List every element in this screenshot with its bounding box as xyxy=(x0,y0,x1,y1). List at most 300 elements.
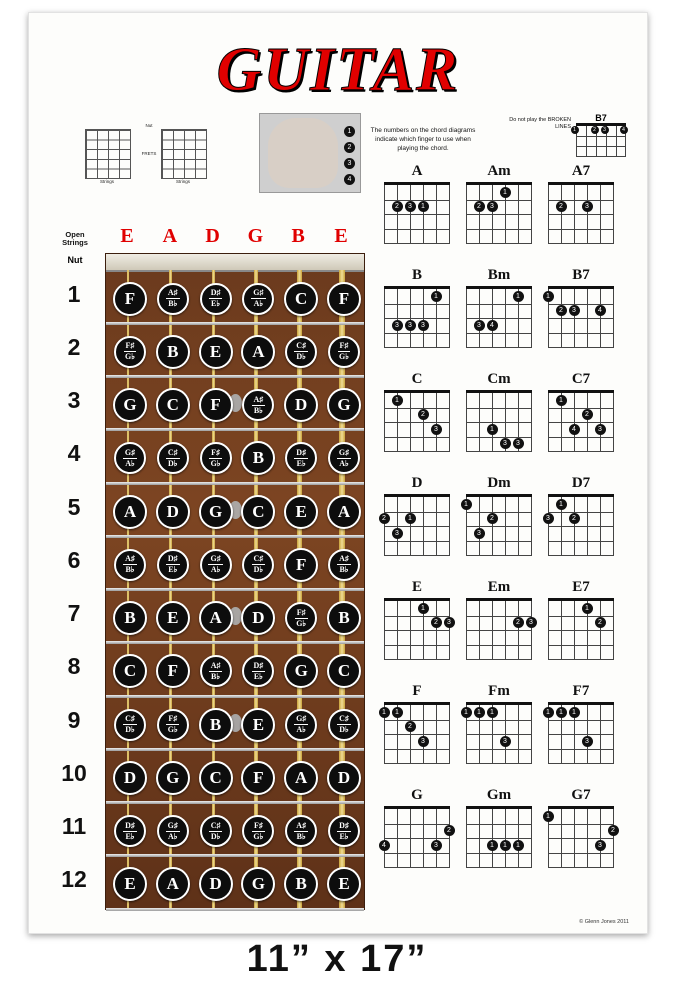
fret-line-12 xyxy=(106,908,364,911)
chord-name-E7: E7 xyxy=(572,579,590,595)
chord-fret-3 xyxy=(466,437,532,438)
chord-name-Bm: Bm xyxy=(487,267,511,283)
fret-note-10-string-4: F xyxy=(241,761,275,795)
chord-finger-dot-Cm-3: 3 xyxy=(513,438,524,449)
chord-name-A: A xyxy=(411,163,423,179)
chord-nut xyxy=(466,182,532,185)
fret-note-2-string-4: A xyxy=(241,335,275,369)
chord-name-Fm: Fm xyxy=(488,683,510,699)
fret-note-9-string-4: E xyxy=(241,708,275,742)
fret-line-1 xyxy=(106,322,364,325)
chord-Em[interactable] xyxy=(463,579,535,660)
chord-finger-dot-Bm-1: 1 xyxy=(513,291,524,302)
chord-diagram-B7 xyxy=(548,286,614,348)
poster-size-label: 11” x 17” xyxy=(246,938,428,980)
fret-note-6-string-1: A♯ B♭ xyxy=(114,549,146,581)
fret-note-5-string-6: A xyxy=(327,495,361,529)
chord-D[interactable] xyxy=(381,475,453,556)
chord-finger-dot-B7-2: 2 xyxy=(556,305,567,316)
chord-fret-4 xyxy=(384,763,450,764)
chord-finger-dot-G-2: 3 xyxy=(431,840,442,851)
fret-note-2-string-6: F♯ G♭ xyxy=(328,336,360,368)
chord-E7[interactable] xyxy=(545,579,617,660)
chord-diagram-G xyxy=(384,806,450,868)
chord-diagram-E xyxy=(384,598,450,660)
chord-diagram-Cm xyxy=(466,390,532,452)
fret-line-8 xyxy=(106,695,364,698)
chord-G[interactable] xyxy=(381,787,453,868)
fret-note-4-string-3: F♯ G♭ xyxy=(200,442,232,474)
open-string-2: A xyxy=(162,225,178,247)
chord-fret-1 xyxy=(466,512,532,513)
fret-note-4-string-4: B xyxy=(241,441,275,475)
chord-name-C7: C7 xyxy=(571,371,591,387)
chord-fret-2 xyxy=(384,422,450,423)
fret-number-10: 10 xyxy=(61,759,87,786)
chord-name-D: D xyxy=(411,475,423,491)
fret-note-5-string-2: D xyxy=(156,495,190,529)
fret-note-12-string-6: E xyxy=(327,867,361,901)
chord-fret-4 xyxy=(384,347,450,348)
fret-line-4 xyxy=(106,482,364,485)
fret-note-8-string-1: C xyxy=(113,654,147,688)
chord-finger-dot-B-4: 3 xyxy=(418,320,429,331)
fret-note-11-string-2: G♯ A♭ xyxy=(157,815,189,847)
b7-example-chord xyxy=(575,113,627,157)
chord-nut xyxy=(384,390,450,393)
chord-fret-2 xyxy=(548,318,614,319)
legend-grid-left xyxy=(85,129,131,179)
chord-fret-1 xyxy=(548,408,614,409)
chord-name-F: F xyxy=(412,683,422,699)
chord-fret-1 xyxy=(384,304,450,305)
chord-fret-3 xyxy=(548,333,614,334)
fret-number-5: 5 xyxy=(67,493,81,520)
chord-finger-dot-A7-1: 2 xyxy=(556,201,567,212)
chord-diagram-G7 xyxy=(548,806,614,868)
chord-fret-2 xyxy=(466,526,532,527)
chord-fret-4 xyxy=(548,451,614,452)
chord-finger-dot-D7-3: 3 xyxy=(543,513,554,524)
chord-fret-1 xyxy=(466,824,532,825)
fret-line-10 xyxy=(106,801,364,804)
chord-fret-1 xyxy=(548,200,614,201)
chord-fret-2 xyxy=(466,838,532,839)
chord-diagram-Dm xyxy=(466,494,532,556)
chord-fret-2 xyxy=(384,838,450,839)
chord-finger-dot-Am-2: 3 xyxy=(487,201,498,212)
chord-nut xyxy=(384,182,450,185)
chord-fret-3 xyxy=(548,541,614,542)
chord-finger-dot-Am-1: 2 xyxy=(474,201,485,212)
chord-finger-dot-B-3: 3 xyxy=(405,320,416,331)
fret-note-9-string-6: C♯ D♭ xyxy=(328,709,360,741)
chord-fret-1 xyxy=(384,824,450,825)
chord-finger-dot-C7-3: 4 xyxy=(569,424,580,435)
chord-finger-dot-Bm-3: 4 xyxy=(487,320,498,331)
chord-fret-3 xyxy=(548,645,614,646)
fret-note-7-string-2: E xyxy=(156,601,190,635)
chord-diagram-Gm xyxy=(466,806,532,868)
chord-finger-dot-A-3: 1 xyxy=(418,201,429,212)
chord-fret-3 xyxy=(466,853,532,854)
chord-finger-dot-Cm-2: 3 xyxy=(500,438,511,449)
open-string-5: B xyxy=(291,225,305,247)
fretboard-legend-diagram xyxy=(85,121,211,187)
chord-fret-4 xyxy=(466,347,532,348)
chord-nut xyxy=(384,598,450,601)
fret-note-10-string-3: C xyxy=(199,761,233,795)
chord-fret-1 xyxy=(548,304,614,305)
fret-note-7-string-5: F♯ G♭ xyxy=(285,602,317,634)
chord-diagram-Em xyxy=(466,598,532,660)
chord-finger-dot-B7-3: 3 xyxy=(569,305,580,316)
chord-fret-1 xyxy=(384,512,450,513)
chord-finger-dot-D-2: 2 xyxy=(379,513,390,524)
b7-example-diagram: 1 2 3 4 xyxy=(576,123,626,157)
chord-fret-1 xyxy=(384,720,450,721)
chord-name-C: C xyxy=(411,371,423,387)
chord-fret-4 xyxy=(384,555,450,556)
chord-name-Gm: Gm xyxy=(486,787,512,803)
fret-note-10-string-6: D xyxy=(327,761,361,795)
chord-nut xyxy=(466,598,532,601)
fret-note-10-string-2: G xyxy=(156,761,190,795)
chord-nut xyxy=(548,806,614,809)
chord-finger-dot-D7-2: 2 xyxy=(569,513,580,524)
chord-nut xyxy=(384,806,450,809)
chord-finger-dot-G7-3: 1 xyxy=(543,811,554,822)
chord-nut xyxy=(548,286,614,289)
chord-fret-2 xyxy=(384,630,450,631)
chord-diagram-Fm xyxy=(466,702,532,764)
chord-fret-3 xyxy=(548,853,614,854)
fret-note-9-string-2: F♯ G♭ xyxy=(157,709,189,741)
fret-note-10-string-1: D xyxy=(113,761,147,795)
chord-finger-dot-Em-1: 2 xyxy=(513,617,524,628)
chord-diagram-D xyxy=(384,494,450,556)
fret-note-11-string-4: F♯ G♭ xyxy=(242,815,274,847)
chord-fret-2 xyxy=(466,734,532,735)
fret-number-1: 1 xyxy=(67,280,81,307)
chord-fret-1 xyxy=(548,616,614,617)
chord-fret-3 xyxy=(384,749,450,750)
copyright-text: © Glenn Jones 2011 xyxy=(579,919,629,925)
chord-Fm[interactable] xyxy=(463,683,535,764)
chord-fret-1 xyxy=(548,720,614,721)
chord-fret-3 xyxy=(384,229,450,230)
chord-finger-dot-Bm-2: 3 xyxy=(474,320,485,331)
chord-name-Am: Am xyxy=(487,163,511,179)
chord-fret-3 xyxy=(548,229,614,230)
chord-fret-2 xyxy=(466,214,532,215)
chord-fret-1 xyxy=(384,616,450,617)
chord-name-G: G xyxy=(411,787,423,803)
legend-nut-label: Nut xyxy=(145,123,153,128)
fret-note-1-string-6: F xyxy=(327,282,361,316)
chord-finger-dot-Fm-2: 1 xyxy=(474,707,485,718)
fret-number-4: 4 xyxy=(67,440,81,467)
fret-note-6-string-2: D♯ E♭ xyxy=(157,549,189,581)
fret-note-3-string-5: D xyxy=(284,388,318,422)
chord-finger-dot-Fm-1: 1 xyxy=(461,707,472,718)
chord-finger-dot-A-2: 3 xyxy=(405,201,416,212)
fret-note-10-string-5: A xyxy=(284,761,318,795)
string-name-row xyxy=(105,225,363,251)
chord-diagram-C7 xyxy=(548,390,614,452)
chord-fret-2 xyxy=(548,526,614,527)
fret-line-7 xyxy=(106,641,364,644)
chord-fret-4 xyxy=(466,867,532,868)
finger-dot-4: 4 xyxy=(344,174,355,185)
chord-finger-dot-Cm-1: 1 xyxy=(487,424,498,435)
fret-line-5 xyxy=(106,535,364,538)
chord-D7[interactable] xyxy=(545,475,617,556)
chord-finger-dot-Fm-3: 1 xyxy=(487,707,498,718)
chord-diagram-B xyxy=(384,286,450,348)
chord-finger-dot-F-4: 3 xyxy=(418,736,429,747)
chord-name-Em: Em xyxy=(487,579,511,595)
chord-finger-dot-Fm-4: 3 xyxy=(500,736,511,747)
chord-nut xyxy=(548,598,614,601)
chord-F7[interactable] xyxy=(545,683,617,764)
legend-grid-right xyxy=(161,129,207,179)
chord-finger-dot-Gm-1: 1 xyxy=(487,840,498,851)
fret-note-2-string-5: C♯ D♭ xyxy=(285,336,317,368)
chord-finger-dot-F-1: 1 xyxy=(379,707,390,718)
chord-name-F7: F7 xyxy=(572,683,590,699)
chord-finger-dot-G-3: 4 xyxy=(379,840,390,851)
chord-finger-dot-D7-1: 1 xyxy=(556,499,567,510)
chord-fret-1 xyxy=(466,408,532,409)
chord-fret-2 xyxy=(466,422,532,423)
chord-B[interactable] xyxy=(381,267,453,348)
chord-finger-dot-Am-3: 1 xyxy=(500,187,511,198)
fret-note-6-string-3: G♯ A♭ xyxy=(200,549,232,581)
chord-G7[interactable] xyxy=(545,787,617,868)
chord-finger-dot-Dm-3: 3 xyxy=(474,528,485,539)
fret-note-5-string-1: A xyxy=(113,495,147,529)
fret-note-3-string-4: A♯ B♭ xyxy=(242,389,274,421)
chord-diagram-A xyxy=(384,182,450,244)
fret-note-6-string-6: A♯ B♭ xyxy=(328,549,360,581)
fret-number-6: 6 xyxy=(67,546,81,573)
chord-fret-2 xyxy=(384,214,450,215)
chord-diagram-E7 xyxy=(548,598,614,660)
chord-fret-2 xyxy=(384,526,450,527)
hand-photo xyxy=(259,113,361,193)
chord-fret-2 xyxy=(466,630,532,631)
chord-fret-4 xyxy=(466,763,532,764)
fret-note-9-string-5: G♯ A♭ xyxy=(285,709,317,741)
fret-note-12-string-3: D xyxy=(199,867,233,901)
chord-diagram-Am xyxy=(466,182,532,244)
chord-finger-dot-D-3: 3 xyxy=(392,528,403,539)
fret-number-11: 11 xyxy=(61,813,87,840)
b7-example-label: B7 xyxy=(595,113,607,123)
fret-line-2 xyxy=(106,375,364,378)
fret-note-7-string-1: B xyxy=(113,601,147,635)
chord-finger-dot-G-1: 2 xyxy=(444,825,455,836)
chord-Bm[interactable] xyxy=(463,267,535,348)
fret-note-9-string-1: C♯ D♭ xyxy=(114,709,146,741)
chord-finger-dot-F7-4: 3 xyxy=(582,736,593,747)
chord-E[interactable] xyxy=(381,579,453,660)
fret-note-1-string-3: D♯ E♭ xyxy=(200,283,232,315)
chord-fret-4 xyxy=(548,763,614,764)
chord-C[interactable] xyxy=(381,371,453,452)
fret-note-4-string-2: C♯ D♭ xyxy=(157,442,189,474)
open-string-3: D xyxy=(205,225,220,247)
fret-note-3-string-6: G xyxy=(327,388,361,422)
chord-nut xyxy=(548,494,614,497)
chord-finger-dot-C7-1: 1 xyxy=(556,395,567,406)
chord-finger-dot-Gm-2: 1 xyxy=(500,840,511,851)
fret-line-9 xyxy=(106,748,364,751)
chord-fret-1 xyxy=(466,200,532,201)
nut-label: Nut xyxy=(67,255,83,265)
chord-Cm[interactable] xyxy=(463,371,535,452)
fret-number-9: 9 xyxy=(67,706,81,733)
fret-note-1-string-1: F xyxy=(113,282,147,316)
chord-fret-3 xyxy=(384,645,450,646)
chord-fret-3 xyxy=(384,333,450,334)
chord-finger-dot-A7-2: 3 xyxy=(582,201,593,212)
chord-diagram-F7 xyxy=(548,702,614,764)
chord-finger-dot-E-2: 2 xyxy=(431,617,442,628)
fret-note-2-string-1: F♯ G♭ xyxy=(114,336,146,368)
chord-Am[interactable] xyxy=(463,163,535,244)
chord-fret-3 xyxy=(384,437,450,438)
chord-fret-4 xyxy=(466,555,532,556)
legend-frets-label: FRETS xyxy=(141,151,157,156)
fret-note-8-string-2: F xyxy=(156,654,190,688)
chord-fret-1 xyxy=(466,720,532,721)
fret-number-8: 8 xyxy=(67,653,81,680)
chord-nut xyxy=(384,286,450,289)
chord-finger-dot-Em-2: 3 xyxy=(526,617,537,628)
chord-finger-dot-C-1: 1 xyxy=(392,395,403,406)
legend-strings-right: Strings xyxy=(175,179,190,184)
chord-fret-2 xyxy=(548,734,614,735)
chord-fret-3 xyxy=(466,333,532,334)
chord-fret-4 xyxy=(548,243,614,244)
fret-number-7: 7 xyxy=(67,600,81,627)
chord-Gm[interactable] xyxy=(463,787,535,868)
fret-note-2-string-2: B xyxy=(156,335,190,369)
fret-line-6 xyxy=(106,588,364,591)
chord-nut xyxy=(466,286,532,289)
chord-finger-dot-C7-2: 2 xyxy=(582,409,593,420)
fret-note-4-string-6: G♯ A♭ xyxy=(328,442,360,474)
open-string-1: E xyxy=(120,225,134,247)
fret-note-12-string-5: B xyxy=(284,867,318,901)
chord-fret-2 xyxy=(384,734,450,735)
guitar-neck xyxy=(105,253,365,910)
fret-note-5-string-3: G xyxy=(199,495,233,529)
chord-finger-dot-D-1: 1 xyxy=(405,513,416,524)
chord-diagram-F xyxy=(384,702,450,764)
fret-line-3 xyxy=(106,428,364,431)
fret-note-4-string-1: G♯ A♭ xyxy=(114,442,146,474)
fret-note-6-string-5: F xyxy=(284,548,318,582)
chord-C7[interactable] xyxy=(545,371,617,452)
chord-nut xyxy=(466,390,532,393)
chord-B7[interactable] xyxy=(545,267,617,348)
chord-finger-dot-F-3: 2 xyxy=(405,721,416,732)
chord-fret-4 xyxy=(384,243,450,244)
chord-diagram-C xyxy=(384,390,450,452)
chord-fret-4 xyxy=(548,347,614,348)
page-title: GUITAR xyxy=(216,36,460,104)
chord-nut xyxy=(548,390,614,393)
fret-note-8-string-4: D♯ E♭ xyxy=(242,655,274,687)
chord-finger-dot-F-2: 1 xyxy=(392,707,403,718)
fret-note-11-string-1: D♯ E♭ xyxy=(114,815,146,847)
chord-fret-1 xyxy=(548,512,614,513)
chord-F[interactable] xyxy=(381,683,453,764)
chord-fret-3 xyxy=(466,229,532,230)
chord-finger-dot-Dm-1: 1 xyxy=(461,499,472,510)
chord-nut xyxy=(384,702,450,705)
fret-number-2: 2 xyxy=(67,333,81,360)
chord-fret-4 xyxy=(466,451,532,452)
fret-note-12-string-4: G xyxy=(241,867,275,901)
chord-finger-dot-C-3: 3 xyxy=(431,424,442,435)
fret-note-1-string-5: C xyxy=(284,282,318,316)
chord-nut xyxy=(548,702,614,705)
chord-diagram-Bm xyxy=(466,286,532,348)
chord-fret-4 xyxy=(384,451,450,452)
chord-fret-3 xyxy=(384,541,450,542)
chord-finger-dot-E-3: 3 xyxy=(444,617,455,628)
legend-row xyxy=(47,113,631,201)
chord-fret-4 xyxy=(548,555,614,556)
fret-note-11-string-5: A♯ B♭ xyxy=(285,815,317,847)
chord-fret-1 xyxy=(384,200,450,201)
chord-fret-3 xyxy=(466,749,532,750)
chord-finger-dot-B-1: 1 xyxy=(431,291,442,302)
chord-A7[interactable] xyxy=(545,163,617,244)
chord-fret-1 xyxy=(466,304,532,305)
broken-lines-note: Do not play the BROKEN LINES xyxy=(509,117,571,131)
chord-fret-2 xyxy=(466,318,532,319)
chord-name-E: E xyxy=(411,579,422,595)
chord-fret-1 xyxy=(548,824,614,825)
fret-note-8-string-6: C xyxy=(327,654,361,688)
fret-note-4-string-5: D♯ E♭ xyxy=(285,442,317,474)
fret-number-12: 12 xyxy=(61,866,87,893)
guitar-poster xyxy=(28,12,648,934)
chord-name-B7: B7 xyxy=(572,267,590,283)
chord-finger-dot-C-2: 2 xyxy=(418,409,429,420)
chord-finger-dot-E-1: 1 xyxy=(418,603,429,614)
chord-fret-4 xyxy=(548,867,614,868)
chord-name-D7: D7 xyxy=(571,475,591,491)
fret-note-2-string-3: E xyxy=(199,335,233,369)
chord-nut xyxy=(466,494,532,497)
fret-note-5-string-4: C xyxy=(241,495,275,529)
fret-note-8-string-5: G xyxy=(284,654,318,688)
fret-number-3: 3 xyxy=(67,387,81,414)
chord-Dm[interactable] xyxy=(463,475,535,556)
fretboard-diagram xyxy=(53,225,363,915)
chord-finger-dot-E7-1: 1 xyxy=(582,603,593,614)
fret-note-3-string-3: F xyxy=(199,388,233,422)
chord-finger-dot-F7-3: 1 xyxy=(569,707,580,718)
chord-A[interactable] xyxy=(381,163,453,244)
chord-nut xyxy=(384,494,450,497)
